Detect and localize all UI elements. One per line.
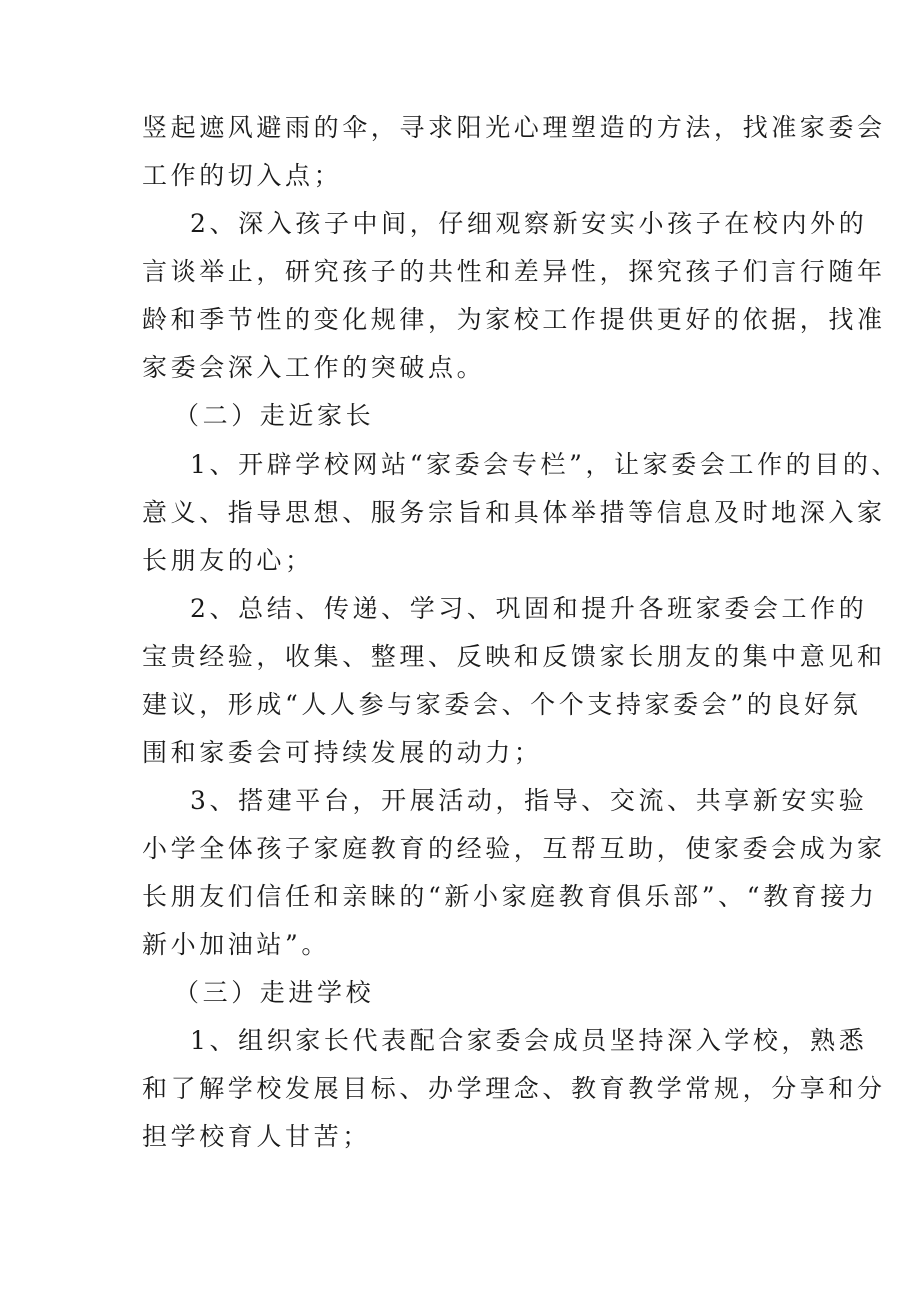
text-line: 担学校育人甘苦； bbox=[142, 1122, 371, 1151]
text-line: 长朋友们信任和亲睐的“新小家庭教育俱乐部”、“教育接力 bbox=[142, 882, 878, 911]
text-line: 意义、指导思想、服务宗旨和具体举措等信息及时地深入家 bbox=[142, 498, 886, 527]
paragraph-start-line: 2、深入孩子中间，仔细观察新安实小孩子在校内外的 bbox=[190, 209, 868, 238]
text-line: 工作的切入点； bbox=[142, 161, 343, 190]
paragraph-start-line: 3、搭建平台，开展活动，指导、交流、共享新安实验 bbox=[190, 786, 868, 815]
paragraph-start-line: 1、开辟学校网站“家委会专栏”，让家委会工作的目的、 bbox=[190, 450, 901, 479]
text-line: 小学全体孩子家庭教育的经验，互帮互助，使家委会成为家 bbox=[142, 834, 886, 863]
text-line: 龄和季节性的变化规律，为家校工作提供更好的依据，找准 bbox=[142, 305, 886, 334]
text-line: 新小加油站”。 bbox=[142, 930, 330, 959]
text-line: 长朋友的心； bbox=[142, 546, 314, 575]
paragraph-start-line: 1、组织家长代表配合家委会成员坚持深入学校，熟悉 bbox=[190, 1026, 868, 1055]
section-heading: （二）走近家长 bbox=[174, 401, 375, 430]
text-line: 竖起遮风避雨的伞，寻求阳光心理塑造的方法，找准家委会 bbox=[142, 113, 886, 142]
paragraph-start-line: 2、总结、传递、学习、巩固和提升各班家委会工作的 bbox=[190, 594, 868, 623]
section-heading: （三）走进学校 bbox=[174, 978, 375, 1007]
text-line: 围和家委会可持续发展的动力； bbox=[142, 738, 543, 767]
text-line: 建议，形成“人人参与家委会、个个支持家委会”的良好氛 bbox=[142, 690, 862, 719]
text-line: 宝贵经验，收集、整理、反映和反馈家长朋友的集中意见和 bbox=[142, 642, 886, 671]
text-line: 言谈举止，研究孩子的共性和差异性，探究孩子们言行随年 bbox=[142, 257, 886, 286]
text-line: 和了解学校发展目标、办学理念、教育教学常规，分享和分 bbox=[142, 1074, 886, 1103]
text-line: 家委会深入工作的突破点。 bbox=[142, 353, 486, 382]
